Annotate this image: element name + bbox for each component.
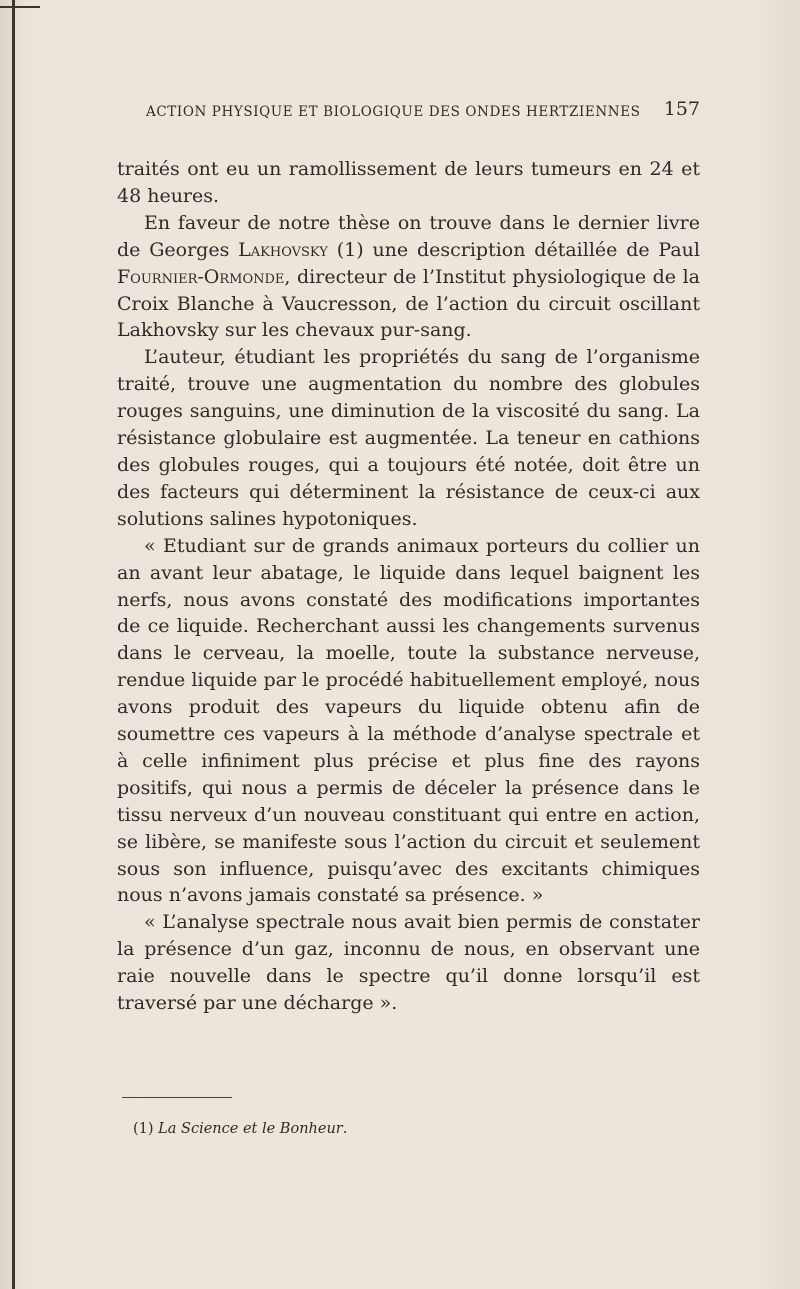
author-lakhovsky: Lakhovsky <box>238 238 328 261</box>
running-head <box>140 100 700 124</box>
running-title: ACTION PHYSIQUE ET BIOLOGIQUE DES ONDES HERTZIENNES <box>146 104 641 120</box>
paragraph-4-quote: « Etudiant sur de grands animaux porteurs du collier un an avant leur abatage, le liquide dans lequel baignent les nerfs, nous avons constaté des modifications importantes de ce liquide. Recherchant aussi les changements survenus dans le cerveau, la moelle, toute la substance nerveuse, rendue liquide par le procédé habituellement employé, nous avons produit des vapeurs du liquide obtenu afin de soumettre ces vapeurs à la méthode d’analyse spectrale et à celle infiniment plus précise et plus fine des rayons positifs, qui nous a permis de déceler la présence dans le tissu nerveux d’un nouveau constituant qui entre en action, se libère, se manifeste sous l’action du circuit et seulement sous son influence, puisqu’avec des excitants chimiques nous n’avons jamais constaté sa présence. » <box>117 534 700 907</box>
binding-edge <box>12 0 15 1289</box>
paragraph-2 <box>117 210 700 345</box>
paragraph-1: traités ont eu un ramollissement de leurs tumeurs en 24 et 48 heures. <box>117 158 700 207</box>
author-fournier-ormonde: Fournier-Ormonde <box>117 265 285 288</box>
binding-top-mark <box>0 6 40 8</box>
paragraph-2-part-b: (1) une description détaillée de Paul <box>327 238 700 261</box>
paragraph-2-part-a: En faveur de notre thèse on trouve dans le dernier livre de Georges <box>117 211 700 261</box>
footnote <box>133 1121 347 1137</box>
footnote-rule <box>122 1097 232 1098</box>
footnote-end: . <box>342 1121 348 1137</box>
footnote-marker: (1) <box>133 1121 159 1137</box>
paragraph-5-quote: « L’analyse spectrale nous avait bien permis de constater la présence d’un gaz, inconnu de nous, en observant une raie nouvelle dans le spectre qu’il donne lorsqu’il est traversé par une décharge ». <box>117 911 700 1015</box>
footnote-title: La Science et le Bonheur <box>158 1121 343 1137</box>
body-text <box>117 156 700 1017</box>
paragraph-2-part-c: , directeur de l’Institut physiologique de la Croix Blanche à Vaucresson, de l’action du circuit oscillant Lakhovsky sur les chevaux pur-sang. <box>117 265 700 342</box>
page-number: 157 <box>663 98 700 120</box>
paragraph-3: L’auteur, étudiant les propriétés du sang de l’organisme traité, trouve une augmentation du nombre des globules rouges sanguins, une diminution de la viscosité du sang. La résistance globulaire est augmentée. La teneur en cathions des globules rouges, qui a toujours été notée, doit être un des facteurs qui déterminent la résistance de ceux-ci aux solutions salines hypotoniques. <box>117 346 700 530</box>
